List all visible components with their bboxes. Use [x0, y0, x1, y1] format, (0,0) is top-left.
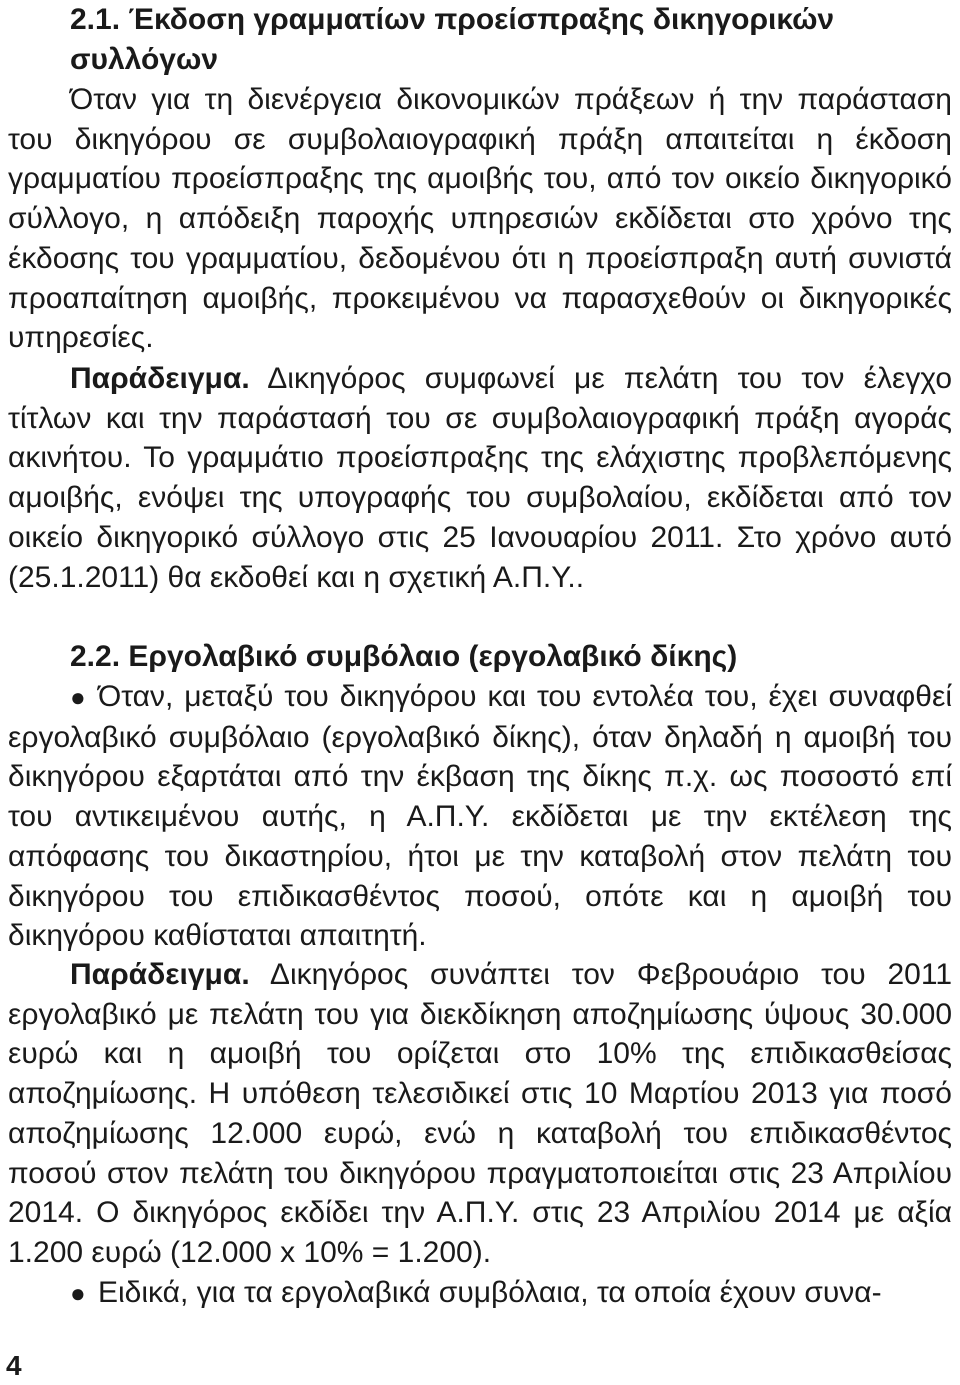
page-number: 4	[6, 1350, 22, 1381]
section-2-1-paragraph-text: Όταν για τη διενέργεια δικονομικών πράξεων ή την παράσταση του δικηγόρου σε συμβολαιογραφική πράξη απαιτείται η έκδοση γραμματίου προείσπραξης της αμοιβής του, από τον οικείο δικηγορικό σύλλογο, η απόδειξη παροχής υπηρεσιών εκδίδεται στο χρόνο της έκδοσης του γραμματίου, δεδομένου ότι η προείσπραξη αυτή συνιστά προαπαίτηση αμοιβής, προκειμένου να παρασχεθούν οι δικηγορικές υπηρεσίες.	[8, 83, 952, 355]
section-2-1-example-label: Παράδειγμα.	[70, 362, 250, 395]
section-2-2-bullet-2	[8, 1273, 952, 1314]
section-2-2-bullet-1-text: Όταν, μεταξύ του δικηγόρου και του εντολέα του, έχει συναφθεί εργολαβικό συμβόλαιο (εργολαβικό δίκης), όταν δηλαδή η αμοιβή του δικηγόρου εξαρτάται από την έκβαση της δίκης π.χ. ως ποσοστό επί του αντικειμένου αυτής, η Α.Π.Υ. εκδίδεται με την εκτέλεση της απόφασης του δικαστηρίου, ήτοι με την καταβολή στον πελάτη του δικηγόρου του επιδικασθέντος ποσού, οπότε και η αμοιβή του δικηγόρου καθίσταται απαιτητή.	[8, 680, 952, 953]
section-2-1-paragraph	[8, 80, 952, 358]
section-2-1-number: 2.1.	[70, 3, 129, 36]
section-2-2-example	[8, 955, 952, 1273]
section-2-2-heading	[8, 637, 952, 677]
section-2-1-title: Έκδοση γραμματίων προείσπραξης δικηγορικών συλλόγων	[70, 3, 835, 76]
section-2-2-example-text: Δικηγόρος συνάπτει τον Φεβρουάριο του 2011 εργολαβικό με πελάτη του για διεκδίκηση αποζημίωσης ύψους 30.000 ευρώ και η αμοιβή του ορίζεται στο 10% της επιδικασθείσας αποζημίωσης. Η υπόθεση τελεσιδικεί στις 10 Μαρτίου 2013 για ποσό αποζημίωσης 12.000 ευρώ, ενώ η καταβολή του επιδικασθέντος ποσού στον πελάτη του δικηγόρου πραγματοποιείται στις 23 Απριλίου 2014. Ο δικηγόρος εκδίδει την Α.Π.Υ. στις 23 Απριλίου 2014 με αξία 1.200 ευρώ (12.000 x 10% = 1.200).	[8, 958, 952, 1269]
section-2-1-heading	[8, 0, 952, 79]
section-2-1-example	[8, 359, 952, 597]
section-2-2-example-label: Παράδειγμα.	[70, 958, 250, 991]
section-2-1-example-text: Δικηγόρος συμφωνεί με πελάτη του τον έλεγχο τίτλων και την παράστασή του σε συμβολαιογραφική πράξη αγοράς ακινήτου. Το γραμμάτιο προείσπραξης της ελάχιστης προβλεπόμενης αμοιβής, ενόψει της υπογραφής του συμβολαίου, εκδίδεται από τον οικείο δικηγορικό σύλλογο στις 25 Ιανουαρίου 2011. Στο χρόνο αυτό (25.1.2011) θα εκδοθεί και η σχετική Α.Π.Υ..	[8, 362, 952, 594]
section-2-2-bullet-2-text: Ειδικά, για τα εργολαβικά συμβόλαια, τα οποία έχουν συνα-	[98, 1276, 882, 1309]
bullet-icon: ●	[70, 1278, 86, 1308]
section-2-2-bullet-1	[8, 677, 952, 956]
section-2-2-title: 2.2. Εργολαβικό συμβόλαιο (εργολαβικό δίκης)	[70, 640, 738, 673]
bullet-icon: ●	[70, 682, 86, 712]
